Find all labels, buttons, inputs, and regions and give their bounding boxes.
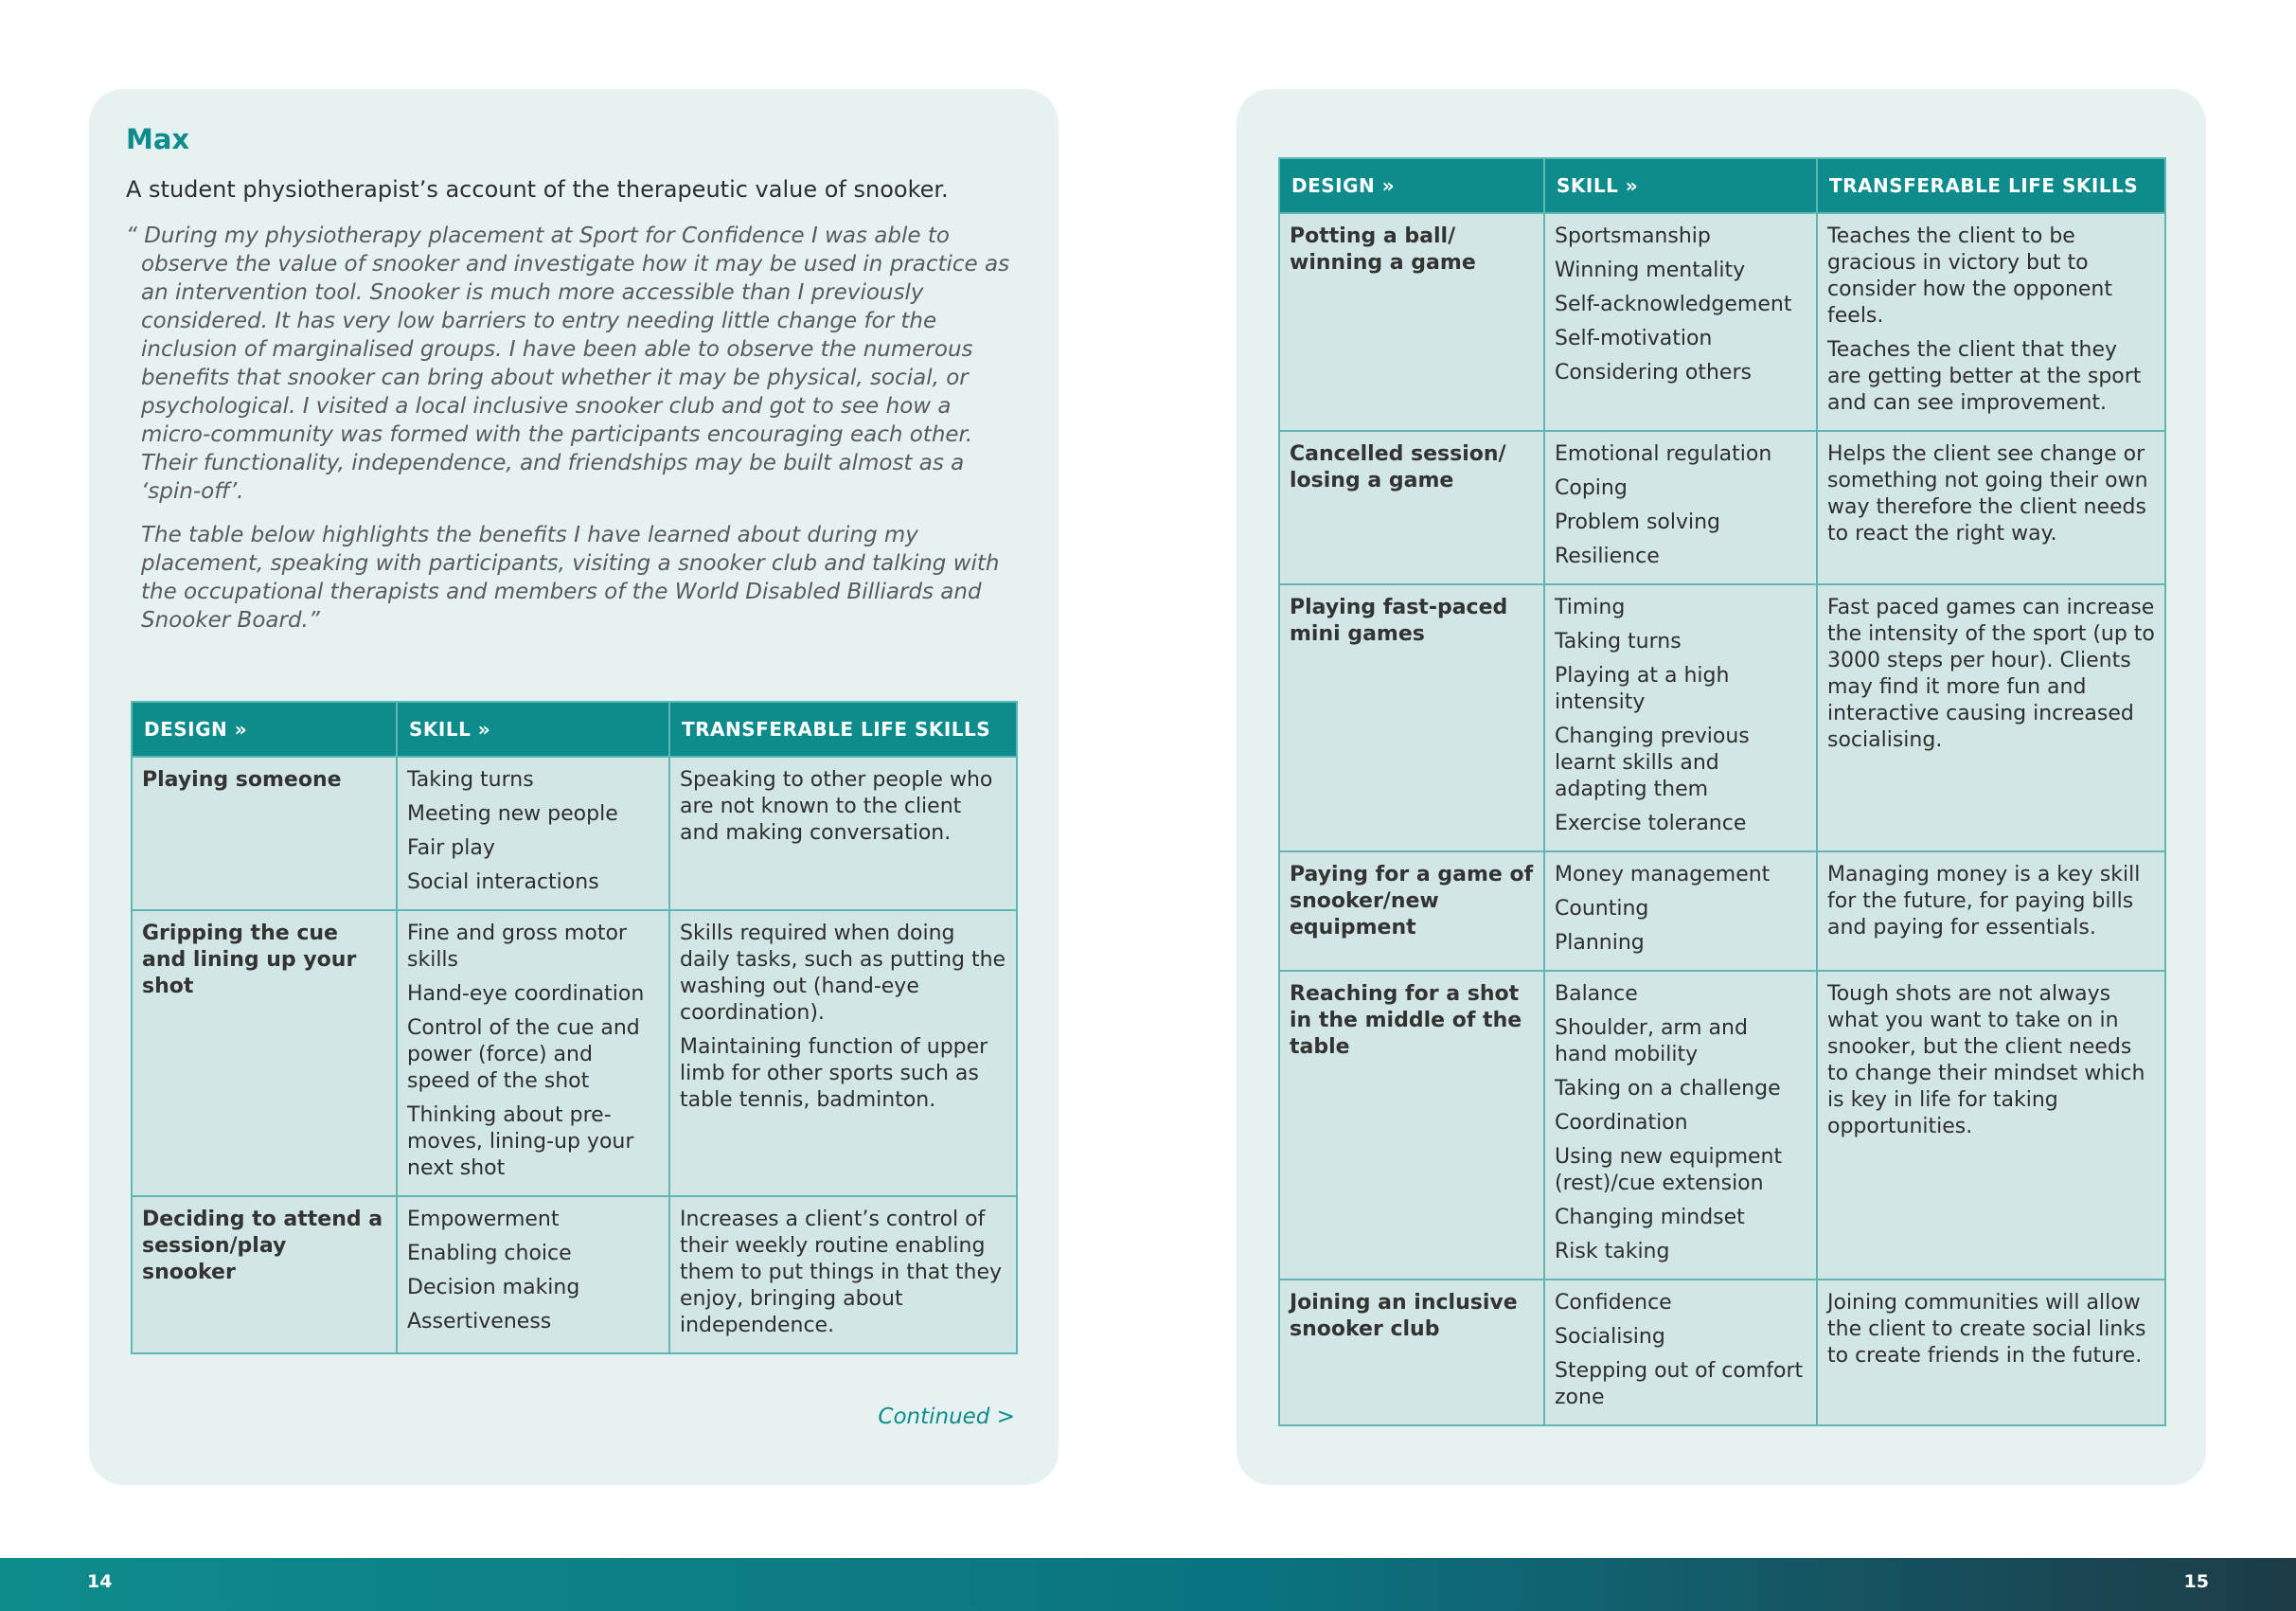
transferable-text: Teaches the client that they are getting better at the sport and can see improvement. — [1827, 338, 2142, 415]
skill-cell — [1544, 584, 1817, 851]
skill-item: Meeting new people — [407, 802, 618, 826]
table-row — [132, 1196, 1017, 1353]
skill-item: Sportsmanship — [1555, 224, 1711, 248]
table-row — [1279, 1280, 2165, 1425]
transferable-cell — [1817, 584, 2165, 851]
skill-item: Taking on a challenge — [1555, 1077, 1781, 1101]
right-page-panel — [1237, 89, 2206, 1485]
page-number-left: 14 — [87, 1571, 113, 1592]
transferable-cell — [1817, 213, 2165, 431]
continued-link[interactable]: Continued > — [878, 1405, 1015, 1429]
table-row — [132, 757, 1017, 910]
skill-cell — [1544, 851, 1817, 971]
quote-paragraph: “ During my physiotherapy placement at Sport for Confidence I was able to observe the value of snooker and investigate how it may be used in practice as an intervention tool. Snooker is much more accessible than I previously considered. It has very low barriers to entry needing little change for the inclusion of marginalised groups. I have been able to observe the numerous benefits that snooker can bring about whether it may be physical, social, or psychological. I visited a local inclusive snooker club and got to see how a micro-community was formed with the participants encouraging each other. Their functionality, independence, and friendships may be built almost as a ‘spin-off’. — [126, 224, 1010, 504]
skill-item: Playing at a high intensity — [1555, 664, 1730, 714]
transferable-cell — [1817, 431, 2165, 584]
skill-item: Empowerment — [407, 1208, 560, 1231]
skill-item: Risk taking — [1555, 1240, 1670, 1263]
skill-item: Changing mindset — [1555, 1206, 1745, 1229]
skills-table — [1278, 157, 2166, 1426]
skill-item: Using new equipment (rest)/cue extension — [1555, 1145, 1783, 1195]
table-row — [1279, 584, 2165, 851]
skill-cell — [1544, 1280, 1817, 1425]
column-header-skill: SKILL » — [397, 702, 669, 757]
transferable-text: Joining communities will allow the client to create social links to create friends in the future. — [1827, 1291, 2146, 1368]
skill-item: Thinking about pre-moves, lining-up your next shot — [407, 1103, 634, 1180]
skill-item: Self-acknowledgement — [1555, 293, 1792, 316]
left-page-panel — [89, 89, 1059, 1485]
skill-item: Balance — [1555, 982, 1638, 1006]
skill-item: Coping — [1555, 476, 1628, 500]
design-cell: Joining an inclusive snooker club — [1279, 1280, 1544, 1425]
skill-item: Counting — [1555, 897, 1649, 921]
page-title: Max — [126, 123, 190, 155]
skill-item: Resilience — [1555, 545, 1660, 568]
table-header-row — [132, 702, 1017, 757]
skill-item: Money management — [1555, 863, 1771, 886]
transferable-cell — [669, 1196, 1017, 1353]
transferable-text: Maintaining function of upper limb for other sports such as table tennis, badminton. — [680, 1035, 988, 1112]
transferable-cell — [669, 757, 1017, 910]
transferable-cell — [1817, 851, 2165, 971]
skill-item: Decision making — [407, 1276, 580, 1299]
skill-item: Shoulder, arm and hand mobility — [1555, 1016, 1748, 1066]
skill-item: Social interactions — [407, 870, 599, 894]
skill-item: Winning mentality — [1555, 259, 1746, 282]
skill-item: Planning — [1555, 931, 1645, 955]
column-header-transferable: TRANSFERABLE LIFE SKILLS — [1817, 158, 2165, 213]
skill-item: Changing previous learnt skills and adapting them — [1555, 725, 1750, 801]
skill-item: Timing — [1555, 596, 1626, 619]
skill-cell — [397, 910, 669, 1196]
design-cell: Playing fast-paced mini games — [1279, 584, 1544, 851]
skill-cell — [397, 757, 669, 910]
skill-cell — [1544, 971, 1817, 1280]
footer-bar — [0, 1558, 2296, 1611]
skill-item: Coordination — [1555, 1111, 1688, 1135]
skill-item: Considering others — [1555, 361, 1752, 385]
transferable-text: Skills required when doing daily tasks, such as putting the washing out (hand-eye coordination). — [680, 922, 1006, 1025]
skill-item: Fair play — [407, 836, 495, 860]
skill-item: Taking turns — [407, 768, 534, 792]
skill-item: Fine and gross motor skills — [407, 922, 627, 972]
design-cell: Cancelled session/ losing a game — [1279, 431, 1544, 584]
design-cell: Playing someone — [132, 757, 397, 910]
table-row — [1279, 971, 2165, 1280]
skill-item: Exercise tolerance — [1555, 812, 1747, 835]
transferable-text: Speaking to other people who are not known to the client and making conversation. — [680, 768, 993, 845]
transferable-cell — [1817, 971, 2165, 1280]
transferable-text: Teaches the client to be gracious in victory but to consider how the opponent feels. — [1827, 224, 2112, 328]
skill-item: Stepping out of comfort zone — [1555, 1359, 1804, 1409]
transferable-text: Helps the client see change or something not going their own way therefore the client needs to react the right way. — [1827, 442, 2148, 546]
skill-item: Taking turns — [1555, 630, 1682, 653]
skills-table — [131, 701, 1018, 1354]
transferable-text: Increases a client’s control of their weekly routine enabling them to put things in that they enjoy, bringing about independence. — [680, 1208, 1003, 1337]
transferable-text: Fast paced games can increase the intensity of the sport (up to 3000 steps per hour). Clients may find it more fun and interactive causing increased socialising. — [1827, 596, 2155, 752]
skill-item: Hand-eye coordination — [407, 982, 645, 1006]
column-header-skill: SKILL » — [1544, 158, 1817, 213]
transferable-text: Managing money is a key skill for the future, for paying bills and paying for essentials. — [1827, 863, 2141, 940]
table-body — [132, 757, 1017, 1353]
column-header-transferable: TRANSFERABLE LIFE SKILLS — [669, 702, 1017, 757]
skill-cell — [1544, 213, 1817, 431]
design-cell: Deciding to attend a session/play snooker — [132, 1196, 397, 1353]
skill-item: Socialising — [1555, 1325, 1665, 1349]
skill-cell — [1544, 431, 1817, 584]
design-cell: Paying for a game of snooker/new equipment — [1279, 851, 1544, 971]
skill-item: Confidence — [1555, 1291, 1672, 1315]
skill-item: Control of the cue and power (force) and speed of the shot — [407, 1016, 640, 1093]
table-body — [1279, 213, 2165, 1425]
table-row — [132, 910, 1017, 1196]
skill-item: Problem solving — [1555, 510, 1721, 534]
quote-paragraph: The table below highlights the benefits I have learned about during my placement, speaking with participants, visiting a snooker club and talking with the occupational therapists and members of the World Disabled Billiards and Snooker Board.” — [141, 523, 1000, 633]
design-cell: Gripping the cue and lining up your shot — [132, 910, 397, 1196]
column-header-design: DESIGN » — [132, 702, 397, 757]
skill-item: Emotional regulation — [1555, 442, 1772, 466]
transferable-cell — [669, 910, 1017, 1196]
table-header-row — [1279, 158, 2165, 213]
transferable-text: Tough shots are not always what you want to take on in snooker, but the client needs to change their mindset which is key in life for taking opportunities. — [1827, 982, 2145, 1138]
table-row — [1279, 851, 2165, 971]
table-row — [1279, 213, 2165, 431]
design-cell: Potting a ball/ winning a game — [1279, 213, 1544, 431]
skill-item: Assertiveness — [407, 1310, 552, 1334]
skill-item: Enabling choice — [407, 1242, 572, 1265]
design-cell: Reaching for a shot in the middle of the table — [1279, 971, 1544, 1280]
skill-cell — [397, 1196, 669, 1353]
page-subtitle: A student physiotherapist’s account of the therapeutic value of snooker. — [126, 176, 949, 203]
page-number-right: 15 — [2183, 1571, 2209, 1592]
transferable-cell — [1817, 1280, 2165, 1425]
skill-item: Self-motivation — [1555, 327, 1713, 350]
testimonial-quote — [126, 222, 1016, 650]
table-row — [1279, 431, 2165, 584]
column-header-design: DESIGN » — [1279, 158, 1544, 213]
